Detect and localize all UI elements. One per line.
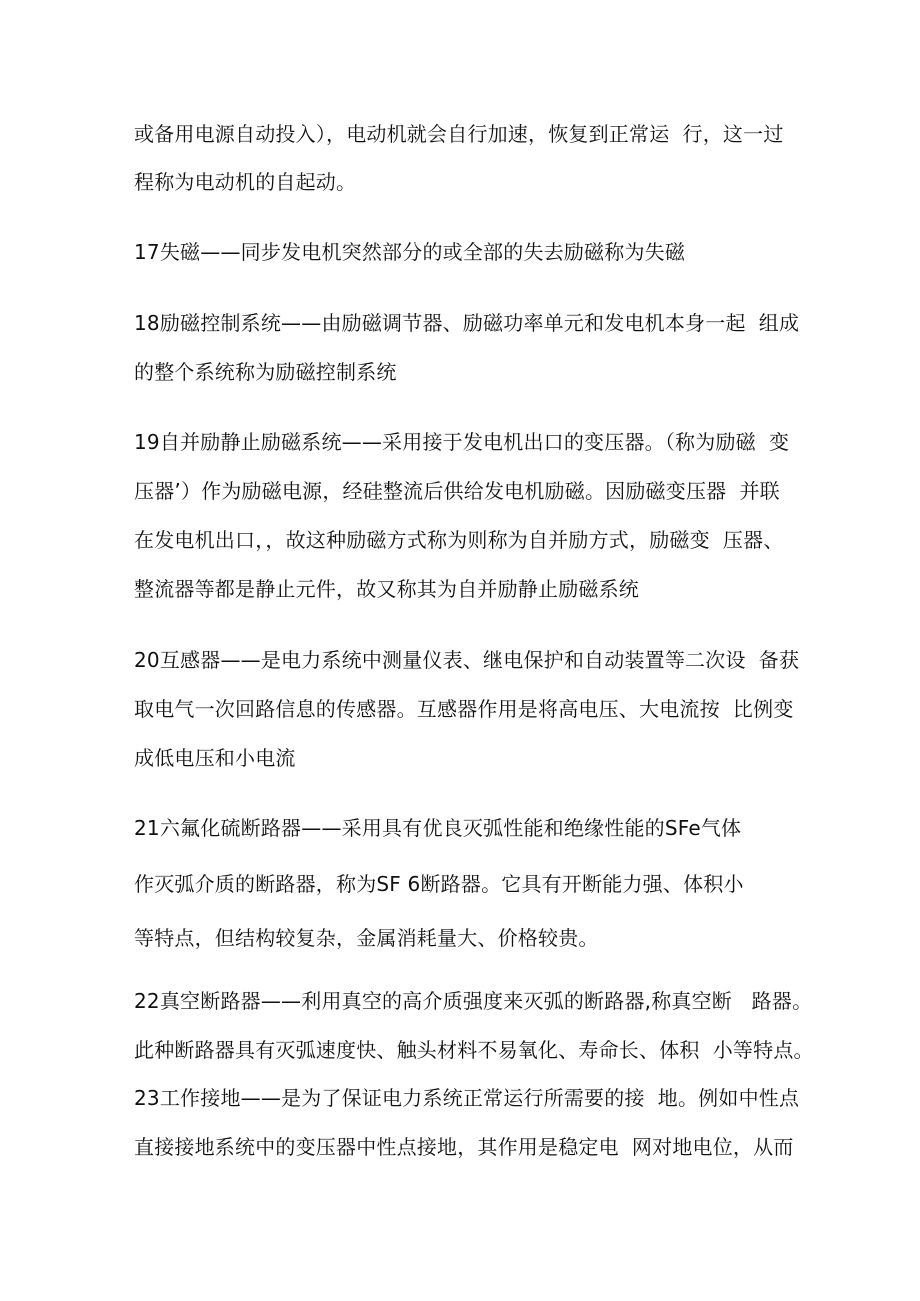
text-line: 18励磁控制系统——由励磁调节器、励磁功率单元和发电机本身一起 组成: [134, 311, 800, 335]
text-line: 直接接地系统中的变压器中性点接地，其作用是稳定电 网对地电位，从而: [134, 1135, 794, 1159]
text-line: 此种断路器具有灭弧速度快、触头材料不易氧化、寿命长、体积 小等特点。: [134, 1038, 814, 1062]
text-line: 17失磁——同步发电机突然部分的或全部的失去励磁称为失磁: [134, 240, 686, 264]
text-line: 压器’）作为励磁电源，经硅整流后供给发电机励磁。因励磁变压器 并联: [134, 479, 780, 503]
text-line: 23工作接地——是为了保证电力系统正常运行所需要的接 地。例如中性点: [134, 1086, 800, 1110]
text-line: 在发电机出口，，故这种励磁方式称为则称为自并励方式，励磁变 压器、: [134, 528, 784, 552]
text-line: 21六氟化硫断路器——采用具有优良灭弧性能和绝缘性能的SFe气体: [134, 816, 742, 840]
text-line: 整流器等都是静止元件，故又称其为自并励静止励磁系统: [134, 577, 639, 601]
text-line: 19自并励静止励磁系统——采用接于发电机出口的变压器。（称为励磁 变: [134, 430, 790, 454]
text-line: 22真空断路器——利用真空的高介质强度来灭弧的断路器,称真空断 路器。: [134, 989, 813, 1013]
text-line: 等特点，但结构较复杂，金属消耗量大、价格较贵。: [134, 926, 599, 950]
text-line: 程称为电动机的自起动。: [134, 170, 357, 194]
text-line: 成低电压和小电流: [134, 746, 296, 770]
text-line: 作灭弧介质的断路器，称为SF 6断路器。它具有开断能力强、体积小: [134, 872, 744, 896]
text-line: 取电气一次回路信息的传感器。互感器作用是将高电压、大电流按 比例变: [134, 697, 794, 721]
text-line: 的整个系统称为励磁控制系统: [134, 360, 397, 384]
text-line: 或备用电源自动投入），电动机就会自行加速，恢复到正常运 行，这一过: [134, 122, 784, 146]
text-line: 20互感器——是电力系统中测量仪表、继电保护和自动装置等二次设 备获: [134, 648, 800, 672]
